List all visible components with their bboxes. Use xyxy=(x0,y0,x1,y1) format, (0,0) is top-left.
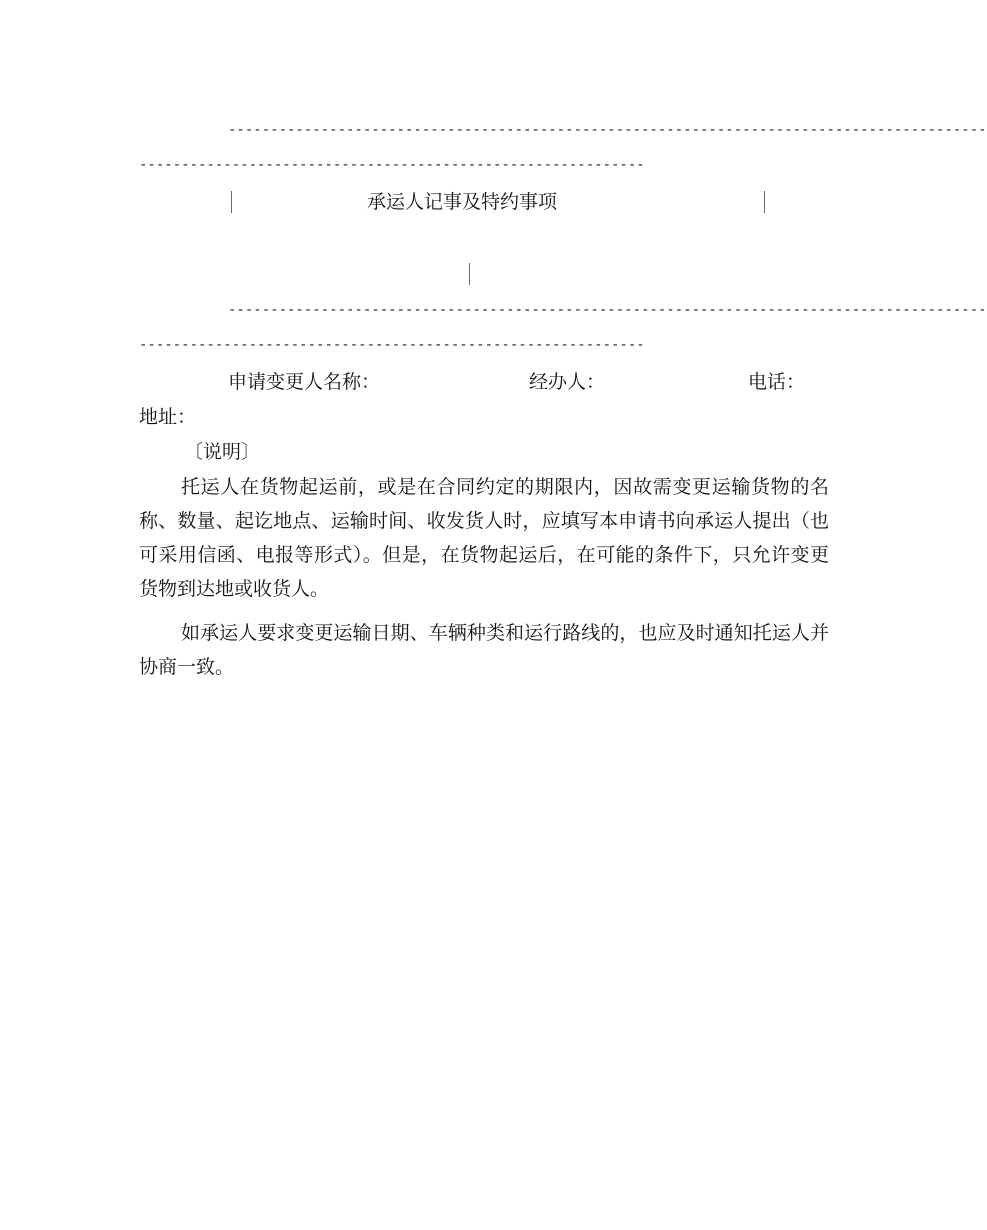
note-paragraph-1: 托运人在货物起运前，或是在合同约定的期限内，因故需变更运输货物的名称、数量、起讫地点、运输时间、收发货人时，应填写本申请书向承运人提出（也可采用信函、电报等形式）。但是，在货物起运后，在可能的条件下，只允许变更货物到达地或收货人。 xyxy=(139,476,829,600)
dash-line-bottom-1: ------------------------------------------------------------------------------------------ xyxy=(228,302,987,318)
dash-line-top-2: ------------------------------------------------------------ xyxy=(139,157,645,173)
address-label: 地址： xyxy=(139,406,197,428)
phone-label: 电话： xyxy=(748,371,806,393)
note-paragraph-2: 如承运人要求变更运输日期、车辆种类和运行路线的，也应及时通知托运人并协商一致。 xyxy=(139,622,829,678)
applicant-name-label: 申请变更人名称： xyxy=(228,371,381,393)
notes-heading: 〔说明〕 xyxy=(184,441,261,463)
dash-line-bottom-2: ------------------------------------------------------------ xyxy=(139,337,645,353)
table-left-border xyxy=(231,191,232,213)
dash-line-top-1: ------------------------------------------------------------------------------------------ xyxy=(228,122,987,138)
section-title: 承运人记事及特约事项 xyxy=(367,191,558,213)
handler-label: 经办人： xyxy=(529,371,606,393)
table-right-border xyxy=(764,191,765,213)
table-middle-border xyxy=(469,263,470,285)
